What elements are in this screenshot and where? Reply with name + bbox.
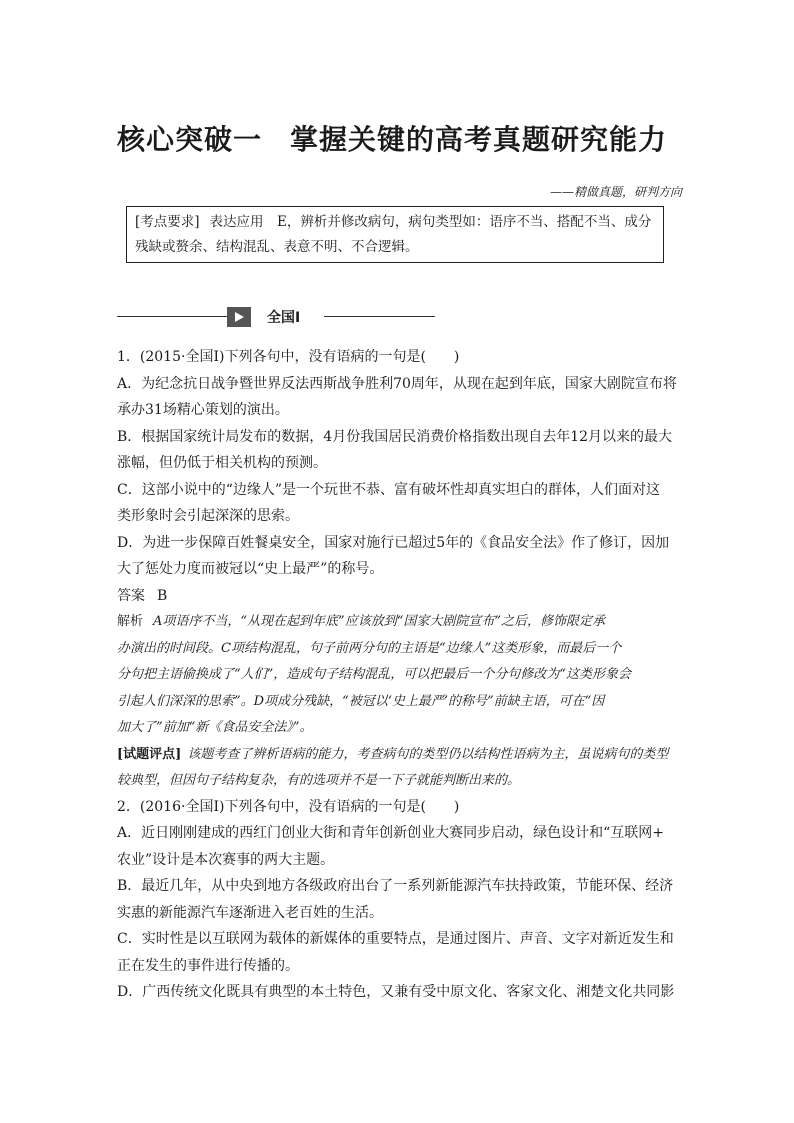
section-rule-left [117, 316, 227, 317]
requirement-line-2: 残缺或赘余、结构混乱、表意不明、不合逻辑。 [135, 239, 419, 255]
section-rule-right [324, 316, 435, 317]
q1-analysis-line5: 加大了”前加“新《食品安全法》”。 [117, 720, 313, 735]
q1-analysis-line4: 引起人们深深的思索”。D项成分残缺，“被冠以‘史上最严’的称号”前缺主语，可在“因 [117, 693, 605, 709]
questions-content [117, 344, 679, 1006]
q2-option-c-line2: 正在发生的事件进行传播的。 [117, 957, 299, 974]
q2-option-c-line1: C．实时性是以互联网为载体的新媒体的重要特点，是通过图片、声音、文字对新近发生和 [117, 931, 674, 947]
q1-analysis-line3: 分句把主语偷换成了“人们”，造成句子结构混乱，可以把最后一个分句修改为“这类形象会 [117, 667, 631, 682]
section-header [117, 304, 435, 330]
q1-option-a-line1: A．为纪念抗日战争暨世界反法西斯战争胜利70周年，从现在起到年底，国家大剧院宣布将 [117, 375, 677, 392]
q2-option-d-line1: D．广西传统文化既具有典型的本土特色，又兼有受中原文化、客家文化、湘楚文化共同影 [117, 984, 675, 1000]
q1-option-c-line1: C．这部小说中的“边缘人”是一个玩世不恭、富有破坏性却真实坦白的群体，人们面对这 [117, 481, 661, 498]
requirement-tag: [考点要求] [135, 214, 200, 230]
requirement-text-1: 表达应用 E，辨析并修改病句，病句类型如：语序不当、搭配不当、成分 [209, 214, 652, 230]
q1-analysis-line2: 办演出的时间段。C项结构混乱，句子前两分句的主语是“边缘人”这类形象，而最后一个 [117, 640, 622, 656]
answer-label: 答案 [117, 587, 145, 604]
q1-answer [117, 583, 679, 610]
page-subtitle: ——精做真题，研判方向 [549, 185, 682, 199]
q2-option-a-line2: 农业”设计是本次赛事的两大主题。 [117, 851, 335, 868]
section-label: 全国Ⅰ [267, 310, 301, 326]
page-title [117, 118, 682, 158]
q1-stem: 1．(2015·全国Ⅰ)下列各句中，没有语病的一句是( ) [117, 349, 460, 365]
q1-option-c-line2: 类形象时会引起深深的思索。 [117, 508, 299, 524]
title-part-1: 核心突破一 [117, 123, 263, 156]
q2-stem: 2．(2016·全国Ⅰ)下列各句中，没有语病的一句是( ) [117, 798, 460, 815]
comment-text-1: 该题考查了辨析语病的能力，考查病句的类型仍以结构性语病为主，虽说病句的类型 [187, 746, 669, 762]
requirement-box [126, 206, 664, 263]
q2-option-a-line1: A．近日刚刚建成的西红门创业大街和青年创新创业大赛同步启动，绿色设计和“互联网+ [117, 825, 664, 841]
q1-option-d-line2: 大了惩处力度而被冠以“史上最严”的称号。 [117, 561, 384, 577]
q1-comment-line2: 较典型，但因句子结构复杂，有的选项并不是一下子就能判断出来的。 [117, 772, 521, 788]
answer-value: B [157, 587, 168, 604]
analysis-text-1: A项语序不当，“从现在起到年底”应该放到“国家大剧院宣布”之后，修饰限定承 [153, 614, 605, 629]
comment-label: [试题评点] [117, 746, 182, 762]
q1-option-a-line2: 承办31场精心策划的演出。 [117, 402, 289, 418]
q1-option-b-line2: 涨幅，但仍低于相关机构的预测。 [117, 455, 327, 471]
q2-option-b-line2: 实惠的新能源汽车逐渐进入老百姓的生活。 [117, 904, 383, 921]
q2-option-b-line1: B．最近几年，从中央到地方各级政府出台了一系列新能源汽车扶持政策，节能环保、经济 [117, 878, 674, 894]
q1-comment-line1 [117, 742, 679, 768]
title-part-2: 掌握关键的高考真题研究能力 [290, 123, 668, 156]
play-arrow-icon [227, 307, 251, 327]
q1-option-d-line1: D．为进一步保障百姓餐桌安全，国家对施行已超过5年的《食品安全法》作了修订，因加 [117, 534, 670, 551]
q1-option-b-line1: B．根据国家统计局发布的数据，4月份我国居民消费价格指数出现自去年12月以来的最大 [117, 428, 673, 445]
analysis-label: 解析 [117, 614, 144, 629]
requirement-line-1 [135, 210, 655, 235]
q1-analysis-line1 [117, 609, 679, 636]
